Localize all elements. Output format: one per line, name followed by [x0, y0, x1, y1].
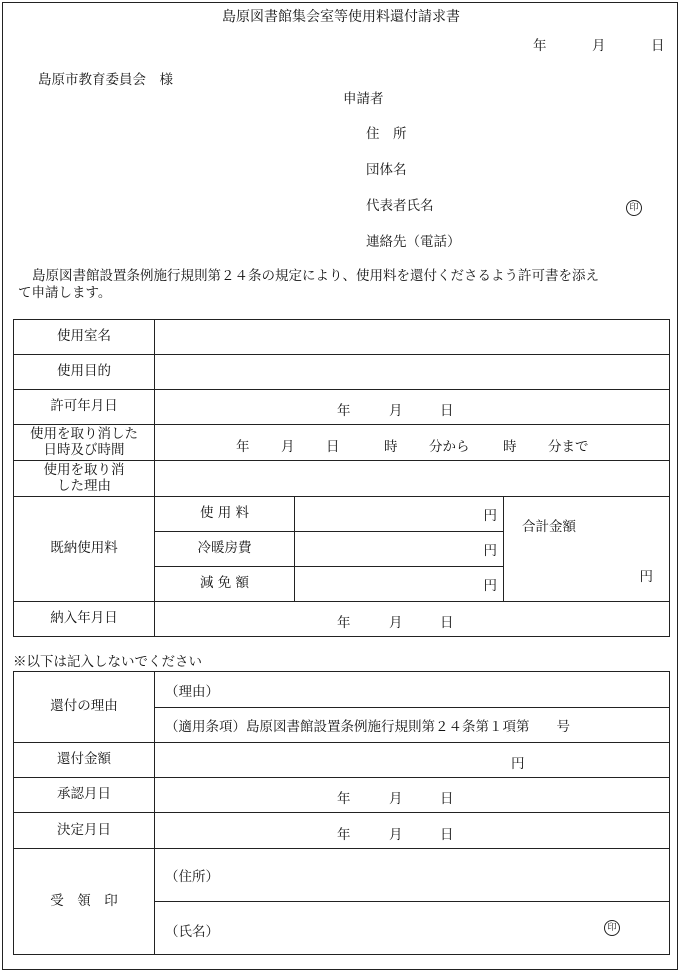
cancel-datetime-field[interactable]	[155, 425, 670, 461]
table-row	[14, 425, 670, 461]
cancel-hour-from: 時	[384, 438, 398, 455]
reason-field[interactable]	[155, 672, 670, 708]
paid-date-field[interactable]	[155, 602, 670, 637]
cancel-hour-to: 時	[503, 438, 517, 455]
cancel-min-from: 分から	[429, 438, 470, 455]
cancel-min-to: 分まで	[548, 438, 589, 455]
cancel-reason-field[interactable]	[155, 461, 670, 497]
table-row	[14, 390, 670, 425]
receipt-label: 受 領 印	[14, 849, 155, 955]
permit-date-field[interactable]	[155, 390, 670, 425]
room-field[interactable]	[155, 320, 670, 355]
refund-unit: 円	[511, 756, 525, 772]
fee-item-label: 使 用 料	[155, 497, 295, 532]
decision-date-field[interactable]	[155, 813, 670, 849]
fee-item-amount[interactable]: 円	[295, 567, 504, 602]
cancel-datetime-label-line2: 日時及び時間	[43, 441, 125, 458]
purpose-label: 使用目的	[14, 355, 155, 390]
refund-amount-label: 還付金額	[14, 743, 155, 778]
seal-mark: 印	[604, 920, 620, 936]
cancel-year: 年	[236, 438, 250, 455]
article-text: （適用条項）島原図書館設置条例施行規則第２４条第１項第 号	[165, 719, 570, 735]
table-row	[14, 813, 670, 849]
date-year: 年	[533, 38, 547, 54]
decision-year: 年	[337, 826, 351, 843]
table-row	[14, 743, 670, 778]
article-field[interactable]	[155, 708, 670, 743]
paid-month: 月	[389, 615, 403, 631]
table-row	[14, 778, 670, 813]
reason-prefix: （理由）	[165, 683, 219, 700]
cancel-month: 月	[281, 438, 295, 455]
fee-item-amount[interactable]: 円	[295, 497, 504, 532]
approval-date-field[interactable]	[155, 778, 670, 813]
usage-table	[13, 319, 670, 637]
total-label: 合計金額	[522, 519, 576, 535]
cancel-reason-label	[14, 461, 155, 497]
paid-fee-label: 既納使用料	[14, 497, 155, 602]
refund-amount-field[interactable]	[155, 743, 670, 778]
address-prefix: （住所）	[165, 869, 219, 885]
refund-reason-label: 還付の理由	[14, 672, 155, 743]
fee-item-amount[interactable]: 円	[295, 532, 504, 567]
table-row	[14, 602, 670, 637]
total-amount-cell[interactable]	[504, 497, 670, 602]
table-row	[14, 497, 670, 532]
office-use-note: ※以下は記入しないでください	[13, 654, 202, 670]
fee-item-label: 減 免 額	[155, 567, 295, 602]
date-day: 日	[651, 38, 665, 54]
purpose-field[interactable]	[155, 355, 670, 390]
decision-date-label: 決定月日	[14, 813, 155, 849]
body-text-line-1: 島原図書館設置条例施行規則第２４条の規定により、使用料を還付くださるよう許可書を添え	[32, 268, 599, 284]
applicant-group-label: 団体名	[366, 162, 407, 178]
addressee: 島原市教育委員会 様	[38, 72, 173, 88]
applicant-contact-label: 連絡先（電話）	[366, 234, 461, 250]
body-text-line-2: て申請します。	[18, 285, 112, 301]
table-row	[14, 849, 670, 902]
cancel-datetime-label-line1: 使用を取り消した	[30, 425, 138, 442]
cancel-reason-label-line2: した理由	[57, 477, 111, 494]
paid-day: 日	[440, 615, 454, 631]
total-unit: 円	[639, 569, 654, 585]
cancel-datetime-label	[14, 425, 155, 461]
approval-month: 月	[389, 791, 403, 807]
receipt-name-field[interactable]	[155, 902, 670, 955]
permit-day: 日	[440, 403, 454, 419]
applicant-representative-label: 代表者氏名	[366, 198, 434, 214]
decision-day: 日	[440, 826, 454, 843]
fee-item-label: 冷暖房費	[155, 532, 295, 567]
table-row	[14, 672, 670, 708]
approval-year: 年	[337, 791, 351, 807]
permit-year: 年	[337, 403, 351, 419]
approval-day: 日	[440, 791, 454, 807]
paid-year: 年	[337, 615, 351, 631]
room-label: 使用室名	[14, 320, 155, 355]
applicant-heading: 申請者	[343, 91, 384, 107]
office-use-table	[13, 671, 670, 955]
table-row	[14, 355, 670, 390]
cancel-day: 日	[326, 438, 340, 455]
decision-month: 月	[389, 826, 403, 843]
cancel-reason-label-line1: 使用を取り消	[43, 461, 125, 478]
permit-month: 月	[389, 403, 403, 419]
receipt-address-field[interactable]	[155, 849, 670, 902]
form-title: 島原図書館集会室等使用料還付請求書	[222, 9, 460, 25]
date-month: 月	[592, 38, 606, 54]
approval-date-label: 承認月日	[14, 778, 155, 813]
applicant-address-label: 住 所	[366, 126, 407, 142]
table-row	[14, 320, 670, 355]
paid-date-label: 納入年月日	[14, 602, 155, 637]
permit-date-label: 許可年月日	[14, 390, 155, 425]
seal-mark: 印	[626, 200, 642, 216]
submission-date	[533, 38, 665, 54]
name-prefix: （氏名）	[165, 924, 219, 940]
table-row	[14, 461, 670, 497]
